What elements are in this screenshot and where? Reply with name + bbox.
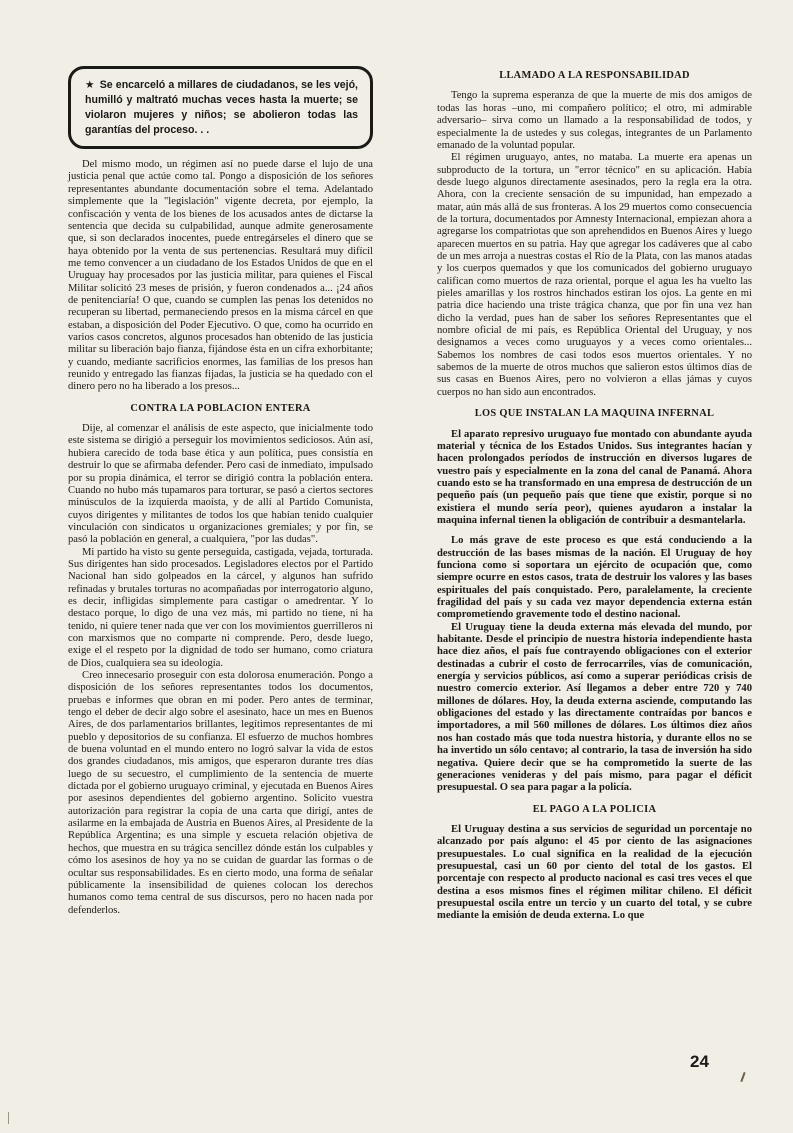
paragraph: Lo más grave de este proceso es que está conduciendo a la destrucción de las bases mismas de la nación. El Uruguay de hoy funciona como si soportara un ejército de ocupación que, como siempre ocurre en estos casos, trata de destruir los valores y las bases espirituales del país conquistado. Pero, paralelamente, la creciente fragilidad del país y su cada vez mayor dependencia externa están comprometiendo gravemente todo el destino nacional. — [437, 535, 752, 621]
paragraph: El Uruguay destina a sus servicios de seguridad un porcentaje no alcanzado por país alguno: el 45 por ciento de las asignaciones presupuestales. Lo cual significa en la realidad de la ejecución presupuestal, casi un 60 por ciento del total de los gastos. El porcentaje con respecto al producto nacional es casi tres veces el que destina a esos mismos fines el régimen militar chileno. El déficit presupuestal oscila entre un tercio y un cuarto del total, y se cubre mediante la emisión de deuda externa. Lo que — [437, 824, 752, 922]
paragraph: El Uruguay tiene la deuda externa más elevada del mundo, por habitante. Desde el principio de nuestra historia independiente hasta hace diez años, el país fue contrayendo obligaciones con el exterior destinadas a cubrir el costo de ferrocarriles, vías de comunicación, energía y servicios públicos, así como a superar periódicas crisis de nuestro comercio exterior. Así llegamos a deber entre 720 y 740 millones de dólares. Hoy, la deuda externa asciende, computando las obligaciones del estado y las directamente contraídas por bancos e importadores, a mil 560 millones de dólares. Los últimos diez años nos han costado más que toda nuestra historia, y durante ellos no se ha invertido un sólo centavo; al contrario, la tasa de inversión ha sido negativa. Quiere decir que se ha comprometido la suerte de las generaciones venideras y del país mismo, para pagar el déficit presupuestal. O sea para pagar a la policía. — [437, 621, 752, 794]
section-heading: EL PAGO A LA POLICIA — [532, 803, 657, 815]
right-column — [437, 66, 752, 923]
section-heading: LLAMADO A LA RESPONSABILIDAD — [499, 70, 690, 81]
paragraph: Del mismo modo, un régimen así no puede darse el lujo de una justicia penal que actúe como tal. Pongo a disposición de los señores representantes abundante documentación sobre el tema. Adelantado simplemente que la "legislación" vigente decreta, por ejemplo, la confiscación y venta de los bienes de los acusados antes de dictarse la sentencia que decida su culpabilidad, aunque admite generosamente que, si son declarados inocentes, puede entregárseles el dinero que se haya obtenido por la venta de sus pertenencias. Resultará muy difícil me temo convencer a un ciudadano de los Estados Unidos de que en el Uruguay hay procesados por las justicia militar, para quienes el Fiscal Militar solicitó 23 meses de prisión, y fueron condenados a... ¡24 años de penitenciaría! O que, cuando se cumplen las penas los detenidos no recuperan su libertad, permaneciendo presos en la misma cárcel en que estaban, a disposición del Poder Ejecutivo. O que, como ha ocurrido en varios casos concretos, algunos procesados han obtenido de las justicia militar su liberación bajo fianza, fijándose ésta en un cifra exhorbitante; y cuando, mediante sacrificios enormes, las familias de los presos han reunido y entregado las fianzas fijadas, la justicia se ha quedado con el dinero pero no ha liberado a los presos... — [68, 159, 373, 393]
paragraph: Dije, al comenzar el análisis de este aspecto, que inicialmente todo este sistema se dirigió a perseguir los movimientos sediciosos. Aún así, hubiera carecido de toda base ética y aun política, pues consistía en destruir lo que se afirmaba defender. Pero casi de inmediato, impulsado por su propia dinámica, el terror se dirigió contra la población entera. Cuando no hubo más tupamaros para torturar, se pasó a ciertos sectores minúsculos de la izquierda maoísta, y de allí al Partido Comunista, cuyos dirigentes y militantes de todos los que habían tenido cualquier vinculación con sindicatos u organizaciones gremiales; y por fin, se pasó la población en general, a cualquiera, "por las dudas". — [68, 423, 373, 546]
paragraph: Creo innecesario proseguir con esta dolorosa enumeración. Pongo a disposición de los señores representantes todos los documentos, pruebas e informes que obran en mi poder. Pero antes de terminar, tengo el deber de decir algo sobre el asesinato, hace un mes en Buenos Aires, de dos parlamentarios brillantes, legítimos representantes de mi pueblo y depositorios de su confianza. El esfuerzo de muchos hombres de buena voluntad en el mundo entero no logró salvar la vida de estos dos grandes ciudadanos, mis amigos, que esperaron durante tres días luego de su secuestro, el cumplimiento de la sentencia de muerte dictada por el gobierno uruguayo criminal, y ejecutada en Buenos Aires por asesinos dependientes del gobierno argentino. Solicito vuestra autorización para registrar la copia de una carta que dirigí, antes de asilarme en la embajada de Austria en Buenos Aires, al Presidente de la República Argentina; es una simple y escueta relación objetiva de hechos, que muestra en su trágica sencillez dónde están los culpables y cómo los asesinos de hoy ya no se cuidan de guardar las formas o de ocultar sus responsabilidades. Es en cierto modo, una forma de señalar públicamente la insensibilidad de quienes colocan los derechos humanos como tema central de sus discursos, pero no hacen nada por defenderlos. — [68, 670, 373, 916]
callout-text: Se encarceló a millares de ciudadanos, se les vejó, humilló y maltrató muchas veces hasta la muerte; se violaron mujeres y niños; se abolieron todas las garantías del proceso. . . — [85, 79, 359, 137]
paragraph: Mi partido ha visto su gente perseguida, castigada, vejada, torturada. Sus dirigentes han sido procesados. Legisladores electos por el Partido Nacional han sido golpeados en la cárcel, y algunos han sufrido refinadas y brutales torturas no acompañadas por interrogatorio alguno, es decir, infligidas simplemente para castigar o amedrentar. Y lo destaco porque, lo digo de una vez más, mi partido no tiene, ni ha tenido, ni quiere tener nada que ver con los movimientos guerrilleros ni con marxismos que no comparte ni comprende. Pero, desde luego, exige el el respeto por la dignidad de todo ser humano, como criatura de Dios, cualquiera sea su ideología. — [68, 546, 373, 669]
paragraph: El régimen uruguayo, antes, no mataba. La muerte era apenas un subproducto de la tortura, un "error técnico" en su aplicación. Había desde luego algunos directamente asesinados, pero la regla era la otra. Ahora, con la creciente sensación de su impunidad, han empezado a matar, aún más allá de sus fronteras. A los 29 muertos como consecuencia de la tortura, documentados por Amnesty Internacional, empiezan ahora a agregarse los compatriotas que son aprehendidos en Buenos Aires y luego aparecen muertos en su patria. Hay que agregar los cadáveres que al cabo de un mes arroja a nuestras costas el Río de la Plata, con las manos atadas y los cuerpos quemados y que los comunicados del gobierno uruguayo califican como muertos de raza oriental, porque el agua les ha vuelto las pieles amarillas y los rostros hinchados estiran los ojos. La gente en mi patria dice haciendo una triste trágica chanza, que por fin una vez han dicho la verdad, pues han de saber los señores Representantes que el nombre oficial de mi país, es República Oriental del Uruguay, y nos designamos a veces como uruguayos y a veces como orientales... Sabemos los nombres de casi todos esos muertos orientales. Y no sabemos de la muerte de otros muchos que salieron estos últimos días de sus casas en Buenos Aires, pero no volvieron a ellas jámas y cuyos cuerpos no han sido aun encontrados. — [437, 152, 752, 398]
section-heading: LOS QUE INSTALAN LA MAQUINA INFERNAL — [474, 408, 715, 420]
spacer — [437, 527, 752, 535]
star-icon: ★ — [85, 79, 95, 91]
scan-mark — [8, 1112, 9, 1124]
callout-box — [68, 66, 373, 149]
left-column — [68, 66, 373, 917]
page-number: 24 — [690, 1052, 709, 1071]
paragraph: Tengo la suprema esperanza de que la muerte de mis dos amigos de todas las horas –uno, mi compañero político; el otro, mi admirable adversario– sirva como un llamado a la responsabilidad de todos, y especialmente la de ustedes y sus colegas, integrantes de un Parlamento emanado de la voluntad popular. — [437, 90, 752, 151]
paragraph: El aparato represivo uruguayo fue montado con abundante ayuda material y técnica de los Estados Unidos. Sus integrantes hacían y hacen prolongados períodos de instrucción en diversos lugares de vuestro país y especialmente en la zona del canal de Panamá. Ahora cuando esto se ha transformado en una empresa de destrucción de un pequeño país (un pequeño país que tiene que existir, porque si no existiera el mundo sería peor), quienes ayudaron a instalar la maquina infernal tienen la obligación de contribuir a desmantelarla. — [437, 428, 752, 526]
section-heading: CONTRA LA POBLACION ENTERA — [130, 402, 311, 414]
scan-mark — [740, 1072, 745, 1082]
